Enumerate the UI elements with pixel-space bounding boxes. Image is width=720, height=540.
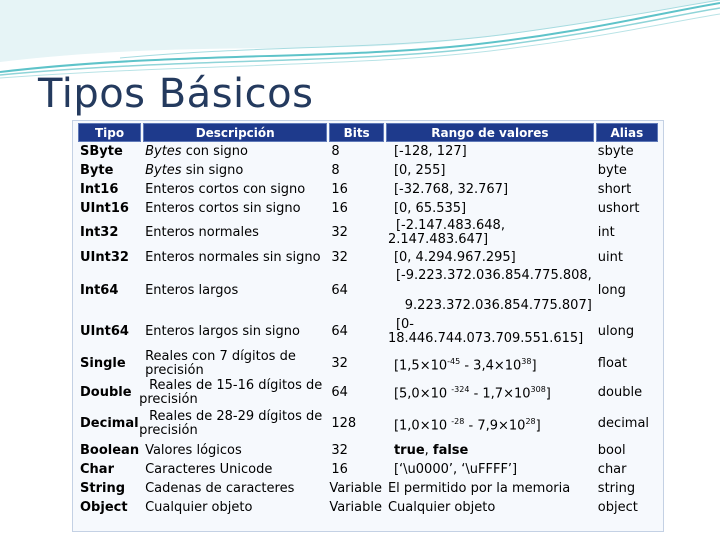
cell-tipo: Char (80, 461, 114, 477)
cell-rango: [-32.768, 32.767] (393, 181, 509, 197)
table-row (78, 142, 658, 161)
cell-descripcion (139, 407, 327, 441)
cell-tipo: Int64 (80, 283, 119, 298)
table-row (78, 460, 658, 479)
desc-italic: Bytes (145, 143, 182, 159)
cell-bits: 16 (331, 181, 348, 197)
range-false: false (432, 442, 469, 458)
cell-tipo: UInt64 (80, 323, 129, 339)
range-mid: - 1,7×10 (469, 386, 531, 402)
cell-bits: 8 (331, 162, 340, 178)
range-pre: [5,0×10 (393, 386, 452, 402)
cell-alias: ulong (597, 323, 635, 339)
desc-line-2: precisión (139, 391, 198, 407)
cell-alias: char (597, 461, 627, 477)
table-row (78, 498, 658, 517)
range-exp-2: 308 (530, 385, 546, 395)
cell-alias: ushort (597, 200, 640, 216)
cell-tipo: Boolean (80, 442, 140, 458)
cell-descripcion (143, 142, 327, 161)
range-pre: [1,0×10 (393, 418, 452, 434)
cell-alias: object (597, 499, 638, 515)
cell-alias: long (597, 283, 626, 298)
cell-bits: 32 (331, 442, 348, 458)
cell-descripcion: Reales con 7 dígitos de precisión (145, 349, 296, 378)
cell-descripcion: Enteros normales (145, 224, 259, 240)
range-exp-1: -28 (451, 416, 465, 426)
cell-bits: 128 (331, 416, 357, 431)
cell-rango (386, 218, 594, 247)
cell-descripcion: Enteros normales sin signo (145, 250, 321, 265)
range-exp-2: 38 (521, 356, 532, 366)
table-row (78, 199, 658, 218)
table-row (78, 218, 658, 247)
range-mid: - 3,4×10 (460, 358, 522, 374)
range-line-1: [0- (395, 316, 414, 332)
range-sep: , (424, 442, 433, 458)
cell-bits: 16 (331, 200, 348, 216)
cell-tipo: String (80, 480, 126, 496)
cell-alias: short (597, 181, 632, 197)
cell-bits: Variable (329, 499, 382, 515)
header-alias: Alias (596, 123, 658, 142)
cell-tipo: Object (80, 499, 128, 515)
cell-rango: [0, 4.294.967.295] (393, 250, 516, 265)
cell-tipo: Int16 (80, 181, 119, 197)
table-row (78, 313, 658, 350)
cell-alias: bool (597, 442, 626, 458)
cell-bits: 8 (331, 143, 340, 159)
cell-tipo: Double (80, 384, 132, 400)
cell-alias: float (597, 356, 628, 371)
cell-rango (386, 441, 594, 460)
slide-title: Tipos Básicos (38, 71, 314, 117)
cell-descripcion: Enteros cortos sin signo (145, 200, 301, 216)
cell-bits: Variable (329, 480, 382, 496)
cell-descripcion: Cadenas de caracteres (145, 480, 295, 496)
cell-tipo: UInt16 (80, 200, 129, 216)
cell-bits: 16 (331, 461, 348, 477)
desc-line-2: precisión (139, 423, 198, 438)
desc-rest: sin signo (181, 162, 244, 178)
cell-rango (386, 269, 594, 313)
cell-tipo: Single (80, 356, 126, 371)
cell-tipo: Decimal (80, 416, 139, 431)
cell-descripcion: Cualquier objeto (145, 499, 253, 515)
cell-alias: string (597, 480, 636, 496)
cell-bits: 32 (331, 356, 348, 371)
range-line-1: [-9.223.372.036.854.775.808, (395, 268, 592, 283)
desc-line-1: Reales de 28-29 dígitos de (149, 409, 323, 424)
cell-rango (386, 350, 594, 378)
cell-alias: int (597, 224, 615, 240)
desc-italic: Bytes (145, 162, 182, 178)
range-exp-1: -45 (447, 356, 461, 366)
cell-alias: sbyte (597, 143, 634, 159)
range-exp-1: -324 (451, 385, 470, 395)
range-pre: [1,5×10 (393, 358, 448, 374)
cell-descripcion: Enteros largos (145, 283, 239, 298)
cell-rango: [0, 65.535] (393, 200, 467, 216)
cell-alias: uint (597, 250, 623, 265)
table-row (78, 247, 658, 269)
cell-alias: double (597, 384, 643, 400)
range-line-2: 9.223.372.036.854.775.807] (404, 298, 592, 313)
cell-alias: byte (597, 162, 627, 178)
range-true: true (393, 442, 425, 458)
cell-tipo: SByte (80, 143, 123, 159)
header-descripcion: Descripción (143, 123, 327, 142)
cell-bits: 32 (331, 250, 348, 265)
cell-tipo: Byte (80, 162, 114, 178)
cell-rango: Cualquier objeto (387, 499, 496, 515)
table-row (78, 269, 658, 313)
range-line-2: 18.446.744.073.709.551.615] (387, 330, 584, 346)
range-exp-2: 28 (525, 416, 536, 426)
cell-rango: [0, 255] (393, 162, 446, 178)
table-row (78, 407, 658, 441)
header-rango: Rango de valores (386, 123, 594, 142)
cell-rango: [-128, 127] (393, 143, 467, 159)
table-row (78, 180, 658, 199)
cell-rango (386, 378, 594, 407)
cell-descripcion: Enteros largos sin signo (145, 323, 300, 339)
data-types-table (76, 123, 660, 517)
range-line-2: 2.147.483.647] (387, 231, 489, 247)
range-post: ] (535, 418, 541, 434)
cell-bits: 64 (331, 283, 348, 298)
cell-rango: El permitido por la memoria (387, 480, 571, 496)
cell-rango: [‘\u0000’, ‘\uFFFF’] (393, 461, 518, 477)
cell-descripcion: Enteros cortos con signo (145, 181, 306, 197)
cell-descripcion (139, 377, 327, 407)
cell-bits: 32 (331, 224, 348, 240)
range-post: ] (531, 358, 537, 374)
header-bits: Bits (329, 123, 384, 142)
header-tipo: Tipo (78, 123, 141, 142)
table-row (78, 441, 658, 460)
table-row (78, 479, 658, 498)
cell-descripcion (143, 161, 327, 180)
table-row (78, 161, 658, 180)
cell-rango (386, 313, 594, 350)
range-line-1: [-2.147.483.648, (395, 217, 505, 233)
cell-descripcion: Valores lógicos (145, 442, 242, 458)
cell-tipo: UInt32 (80, 250, 129, 265)
desc-rest: con signo (181, 143, 248, 159)
table-header-row (78, 123, 658, 142)
range-mid: - 7,9×10 (464, 418, 526, 434)
table-row (78, 378, 658, 407)
cell-descripcion: Caracteres Unicode (145, 461, 273, 477)
table-row (78, 350, 658, 378)
cell-bits: 64 (331, 384, 348, 400)
cell-tipo: Int32 (80, 224, 119, 240)
range-post: ] (545, 386, 551, 402)
cell-alias: decimal (597, 416, 650, 431)
cell-bits: 64 (331, 323, 348, 339)
desc-line-1: Reales de 15-16 dígitos de (149, 377, 323, 393)
cell-rango (386, 407, 594, 441)
